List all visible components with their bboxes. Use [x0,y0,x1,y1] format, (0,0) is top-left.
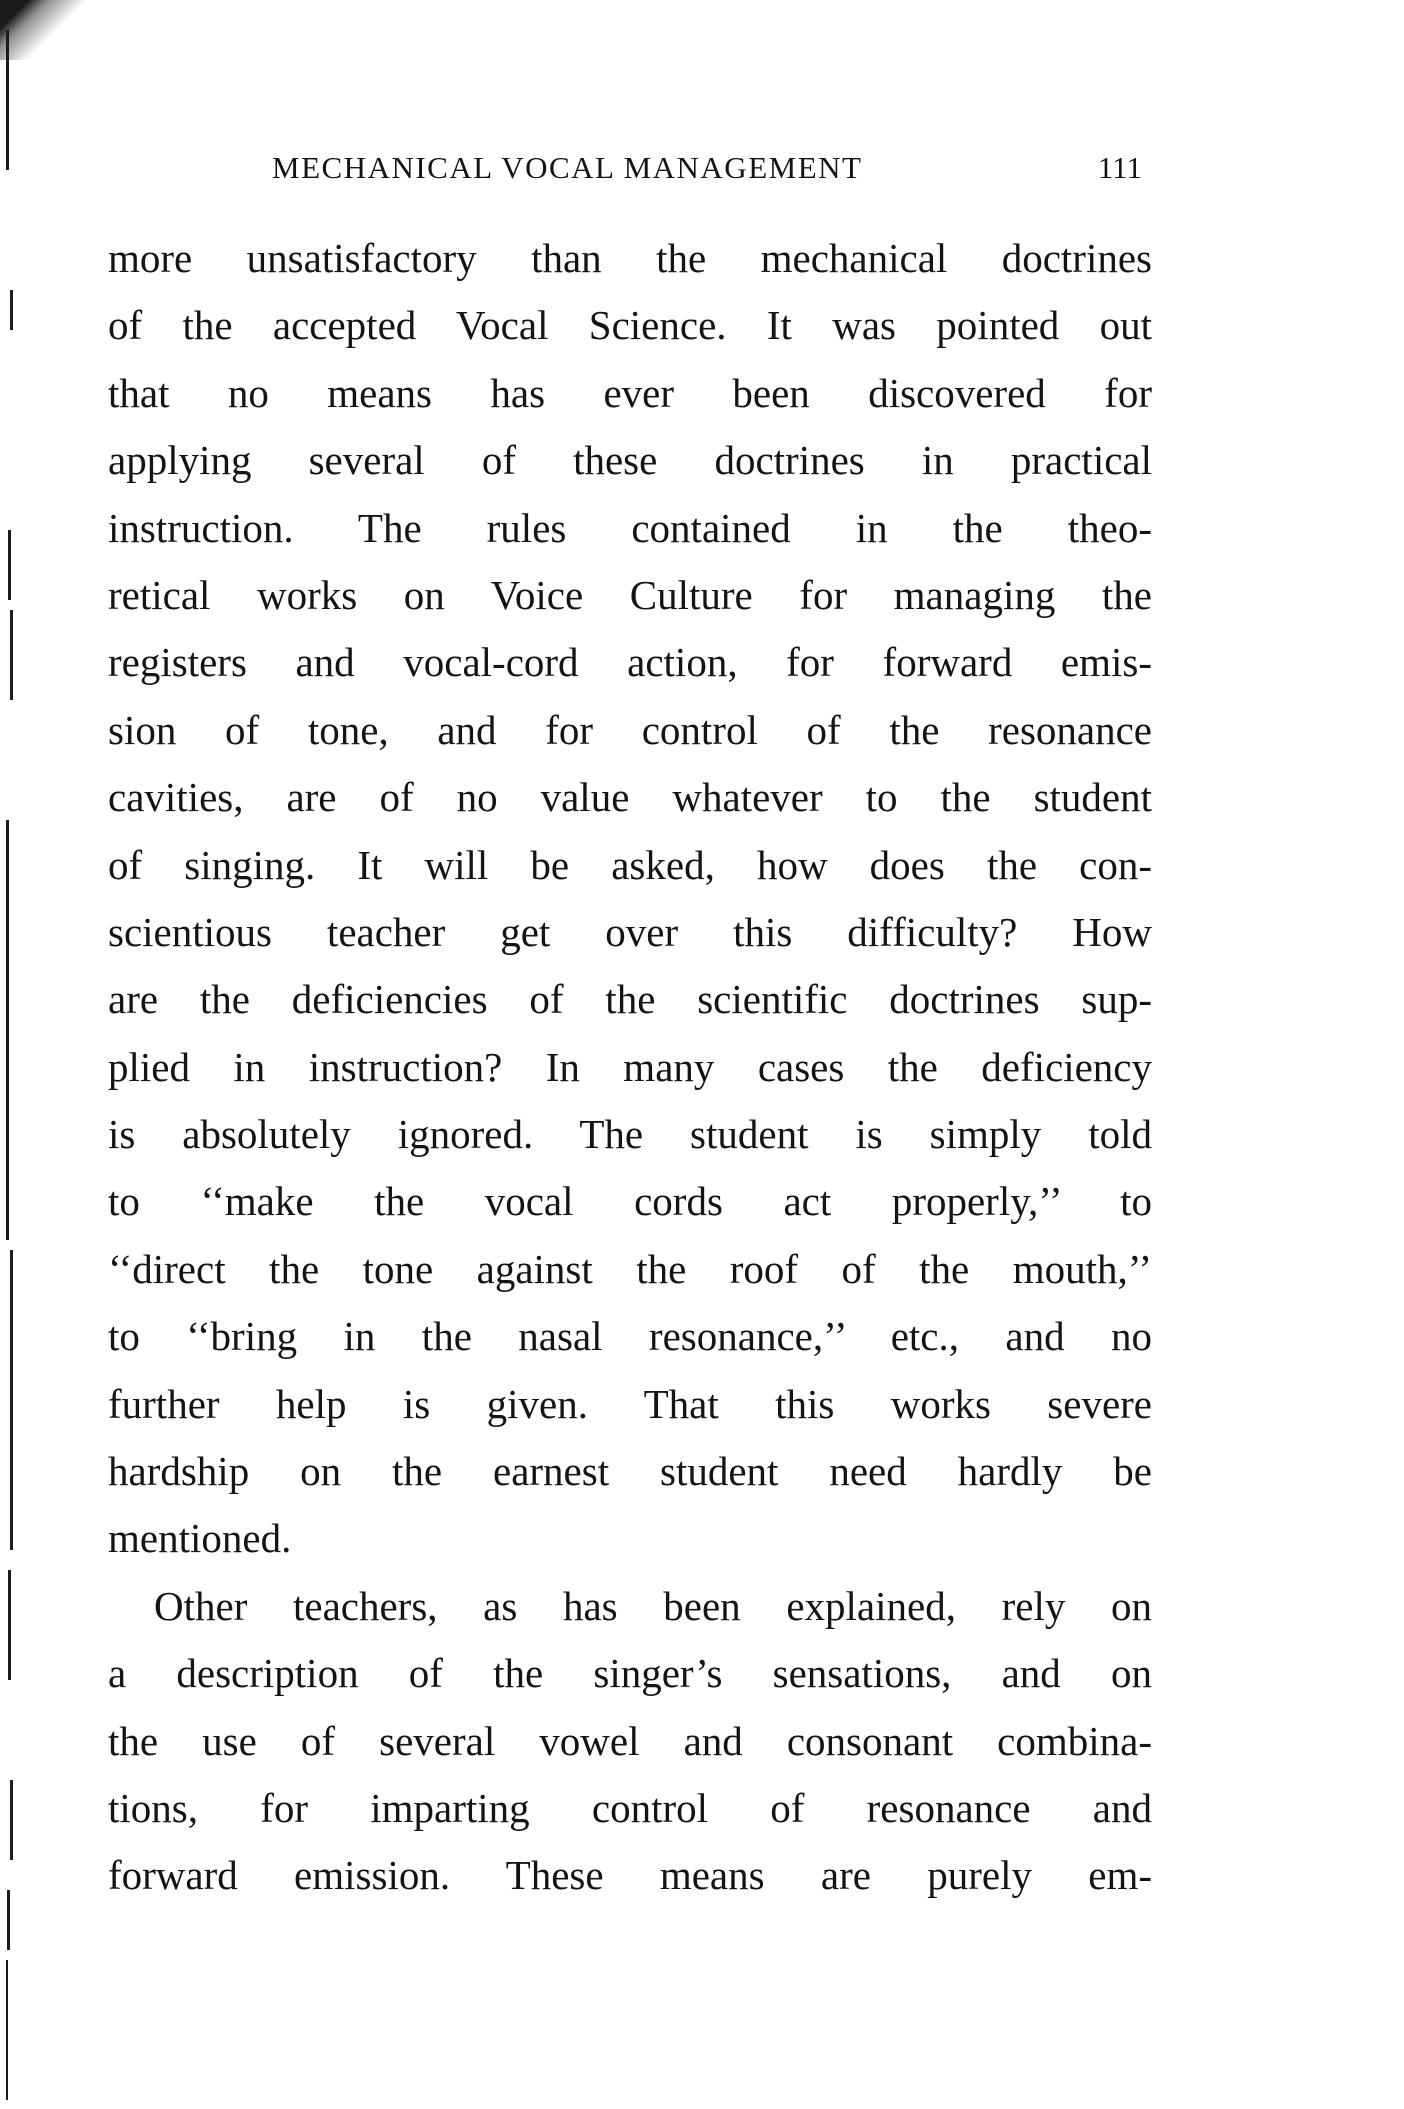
text-line: instruction. The rules contained in the theo- [108,504,1152,551]
binding-edge-mark [6,1960,8,2100]
text-line: of the accepted Vocal Science. It was pointed out [108,302,1152,349]
text-line: a description of the singer’s sensations, and on [108,1650,1152,1697]
paragraph [108,225,1152,1573]
page-number: 111 [1097,150,1142,185]
text-line: of singing. It will be asked, how does the con- [108,841,1152,888]
binding-edge-mark [10,1780,13,1860]
binding-edge-mark [6,820,9,1240]
scan-corner-shadow [0,0,100,60]
text-line: plied in instruction? In many cases the deficiency [108,1043,1152,1090]
text-line: ‘‘direct the tone against the roof of the mouth,’’ [108,1245,1152,1292]
binding-edge-mark [10,610,13,700]
text-line: to ‘‘bring in the nasal resonance,’’ etc., and no [108,1313,1152,1360]
binding-edge-mark [7,1890,10,1950]
text-line: forward emission. These means are purely em- [108,1852,1152,1899]
text-line: are the deficiencies of the scientific doctrines sup- [108,976,1152,1023]
running-title: MECHANICAL VOCAL MANAGEMENT [272,150,863,185]
page-header [272,150,1152,190]
text-line: that no means has ever been discovered for [108,369,1152,416]
text-line: sion of tone, and for control of the resonance [108,706,1152,753]
text-line: mentioned. [108,1515,292,1562]
text-line: is absolutely ignored. The student is simply told [108,1111,1152,1158]
binding-edge-mark [8,1570,11,1680]
text-line: cavities, are of no value whatever to the student [108,774,1152,821]
text-line: hardship on the earnest student need hardly be [108,1448,1152,1495]
binding-edge-mark [10,1250,13,1550]
text-line: applying several of these doctrines in practical [108,437,1152,484]
text-line: more unsatisfactory than the mechanical doctrines [108,235,1152,281]
binding-edge-line [6,30,9,170]
text-line: registers and vocal-cord action, for forward emis- [108,639,1152,686]
text-line: tions, for imparting control of resonance and [108,1784,1152,1831]
text-line: retical works on Voice Culture for managing the [108,571,1152,618]
body-text [108,225,1152,1910]
text-line: Other teachers, as has been explained, rely on [154,1582,1152,1629]
text-line: further help is given. That this works severe [108,1380,1152,1427]
text-line: scientious teacher get over this difficulty? How [108,908,1152,955]
text-line: to ‘‘make the vocal cords act properly,’’ to [108,1178,1152,1225]
binding-edge-mark [8,530,11,600]
text-line: the use of several vowel and consonant combina- [108,1717,1152,1764]
paragraph [108,1573,1152,1910]
binding-edge-mark [10,290,13,330]
